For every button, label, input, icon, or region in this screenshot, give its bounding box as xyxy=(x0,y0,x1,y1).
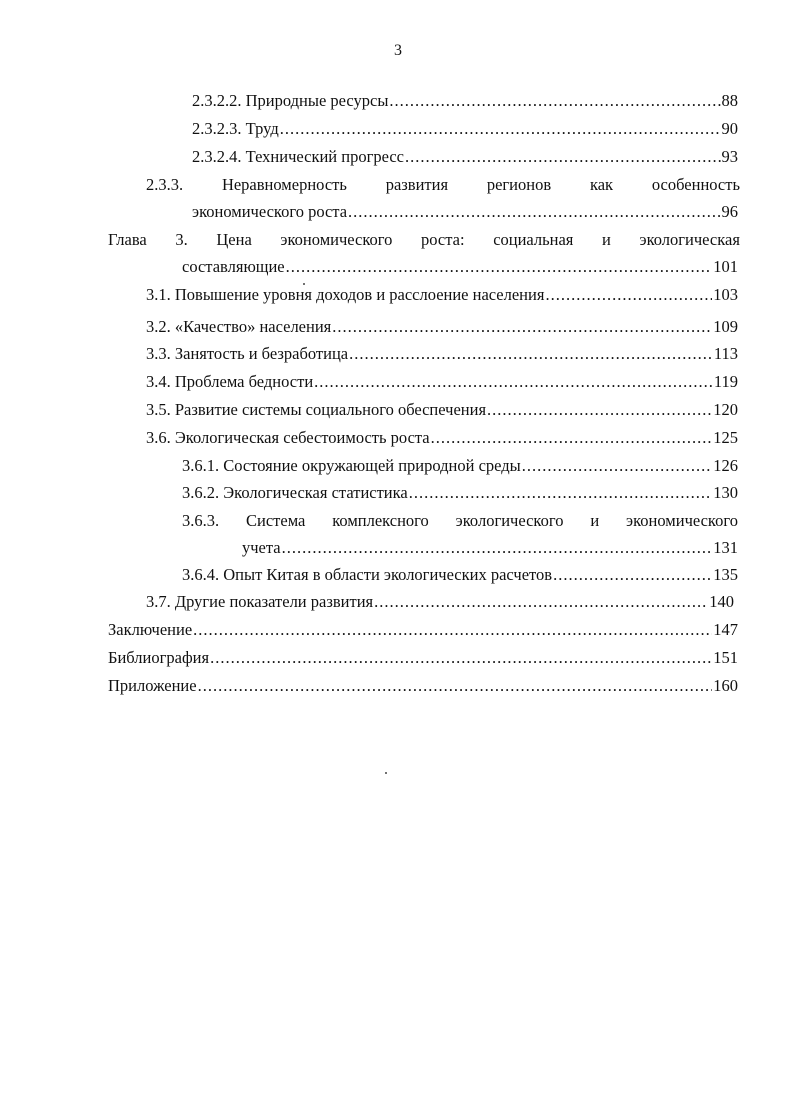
toc-entry-justified-line[interactable] xyxy=(182,510,738,532)
toc-word: 2.3.3. xyxy=(146,175,184,194)
leader-dots xyxy=(409,482,713,504)
toc-entry[interactable] xyxy=(182,482,738,504)
toc-word: экономического xyxy=(626,511,738,530)
toc-word: Глава xyxy=(108,230,147,249)
toc-entry-page: 140 xyxy=(709,592,734,611)
toc-entry[interactable] xyxy=(108,675,738,697)
leader-dots xyxy=(348,201,720,223)
toc-entry[interactable] xyxy=(108,647,738,669)
toc-entry-page: 130 xyxy=(713,483,738,502)
toc-entry[interactable] xyxy=(108,619,738,641)
toc-chapter-justified-line[interactable] xyxy=(108,229,740,251)
toc-entry-justified-line[interactable] xyxy=(146,174,740,196)
leader-dots xyxy=(282,537,713,559)
toc-word: развития xyxy=(385,175,449,194)
leader-dots xyxy=(198,675,713,697)
toc-word: роста: xyxy=(421,230,465,249)
toc-entry-title: 3.7. Другие показатели развития xyxy=(146,592,374,611)
toc-entry-title: экономического роста xyxy=(192,202,348,221)
toc-word: и xyxy=(590,511,600,530)
toc-entry-page: 131 xyxy=(713,538,738,557)
toc-word: особенность xyxy=(651,175,740,194)
toc-entry[interactable] xyxy=(146,371,738,393)
toc-entry-title: 2.3.2.3. Труд xyxy=(192,119,279,138)
toc-entry-title: 3.5. Развитие системы социального обеспечения xyxy=(146,400,487,419)
toc-word: Система xyxy=(246,511,306,530)
toc-entry-continuation[interactable] xyxy=(242,537,738,559)
toc-entry-page: 119 xyxy=(713,372,738,391)
toc-entry[interactable] xyxy=(192,90,738,112)
leader-dots xyxy=(332,316,712,338)
leader-dots xyxy=(280,118,721,140)
leader-dots xyxy=(389,90,720,112)
toc-entry-title: составляющие xyxy=(182,257,285,276)
toc-entry-title: 3.3. Занятость и безработица xyxy=(146,344,349,363)
toc-entry-title: Библиография xyxy=(108,648,210,667)
leader-dots xyxy=(553,564,712,586)
toc-entry-page: 160 xyxy=(713,676,738,695)
toc-word: экологического xyxy=(455,511,564,530)
toc-entry-title: 2.3.2.2. Природные ресурсы xyxy=(192,91,389,110)
leader-dots xyxy=(431,427,713,449)
toc-word: и xyxy=(602,230,611,249)
leader-dots xyxy=(349,343,713,365)
leader-dots xyxy=(545,284,712,306)
toc-word: экологическая xyxy=(639,230,740,249)
toc-entry-page: 125 xyxy=(713,428,738,447)
toc-entry-title: 3.2. «Качество» населения xyxy=(146,317,332,336)
leader-dots xyxy=(210,647,712,669)
page-number: 3 xyxy=(394,42,402,59)
toc-word: комплексного xyxy=(332,511,429,530)
toc-entry-title: 3.4. Проблема бедности xyxy=(146,372,314,391)
toc-entry-page: 88 xyxy=(721,91,738,110)
leader-dots xyxy=(314,371,713,393)
leader-dots xyxy=(286,256,713,278)
leader-dots xyxy=(193,619,712,641)
toc-entry-page: 151 xyxy=(713,648,738,667)
leader-dots xyxy=(522,455,712,477)
toc-entry-page: 96 xyxy=(721,202,738,221)
toc-word: регионов xyxy=(486,175,552,194)
toc-entry[interactable] xyxy=(192,146,738,168)
toc-entry-page: 109 xyxy=(713,317,738,336)
toc-entry[interactable] xyxy=(192,118,738,140)
toc-entry[interactable] xyxy=(146,316,738,338)
toc-entry-title: 3.6.4. Опыт Китая в области экологических расчетов xyxy=(182,565,553,584)
toc-entry-title: 3.1. Повышение уровня доходов и расслоение населения xyxy=(146,285,545,304)
toc-entry-title: Заключение xyxy=(108,620,193,639)
toc-word: как xyxy=(589,175,614,194)
toc-entry[interactable] xyxy=(146,343,738,365)
toc-entry[interactable] xyxy=(146,399,738,421)
toc-entry-page: 103 xyxy=(713,285,738,304)
toc-entry[interactable] xyxy=(146,427,738,449)
toc-entry-title: Приложение xyxy=(108,676,197,695)
toc-entry-title: 3.6. Экологическая себестоимость роста xyxy=(146,428,430,447)
toc-entry[interactable] xyxy=(182,455,738,477)
toc-word: социальная xyxy=(493,230,574,249)
toc-entry[interactable] xyxy=(146,591,734,613)
toc-entry-page: 120 xyxy=(713,400,738,419)
toc-entry-title: 2.3.2.4. Технический прогресс xyxy=(192,147,404,166)
toc-word: Неравномерность xyxy=(221,175,347,194)
toc-entry-page: 147 xyxy=(713,620,738,639)
toc-entry-page: 101 xyxy=(713,257,738,276)
toc-chapter-continuation[interactable] xyxy=(182,256,738,278)
scan-speck xyxy=(385,772,387,774)
toc-entry-page: 93 xyxy=(721,147,738,166)
toc-entry-page: 113 xyxy=(713,344,738,363)
toc-entry-page: 126 xyxy=(713,456,738,475)
toc-entry[interactable] xyxy=(182,564,738,586)
toc-entry-continuation[interactable] xyxy=(192,201,738,223)
leader-dots xyxy=(405,146,721,168)
toc-word: 3.6.3. xyxy=(182,511,220,530)
leader-dots xyxy=(487,399,712,421)
leader-dots xyxy=(374,591,708,613)
toc-entry-page: 135 xyxy=(713,565,738,584)
toc-word: 3. xyxy=(175,230,188,249)
toc-entry[interactable] xyxy=(146,284,738,306)
toc-entry-title: учета xyxy=(242,538,281,557)
toc-word: экономического xyxy=(280,230,393,249)
toc-entry-title: 3.6.1. Состояние окружающей природной среды xyxy=(182,456,521,475)
toc-entry-title: 3.6.2. Экологическая статистика xyxy=(182,483,408,502)
scan-speck xyxy=(303,283,305,285)
toc-word: Цена xyxy=(216,230,252,249)
toc-entry-page: 90 xyxy=(721,119,738,138)
